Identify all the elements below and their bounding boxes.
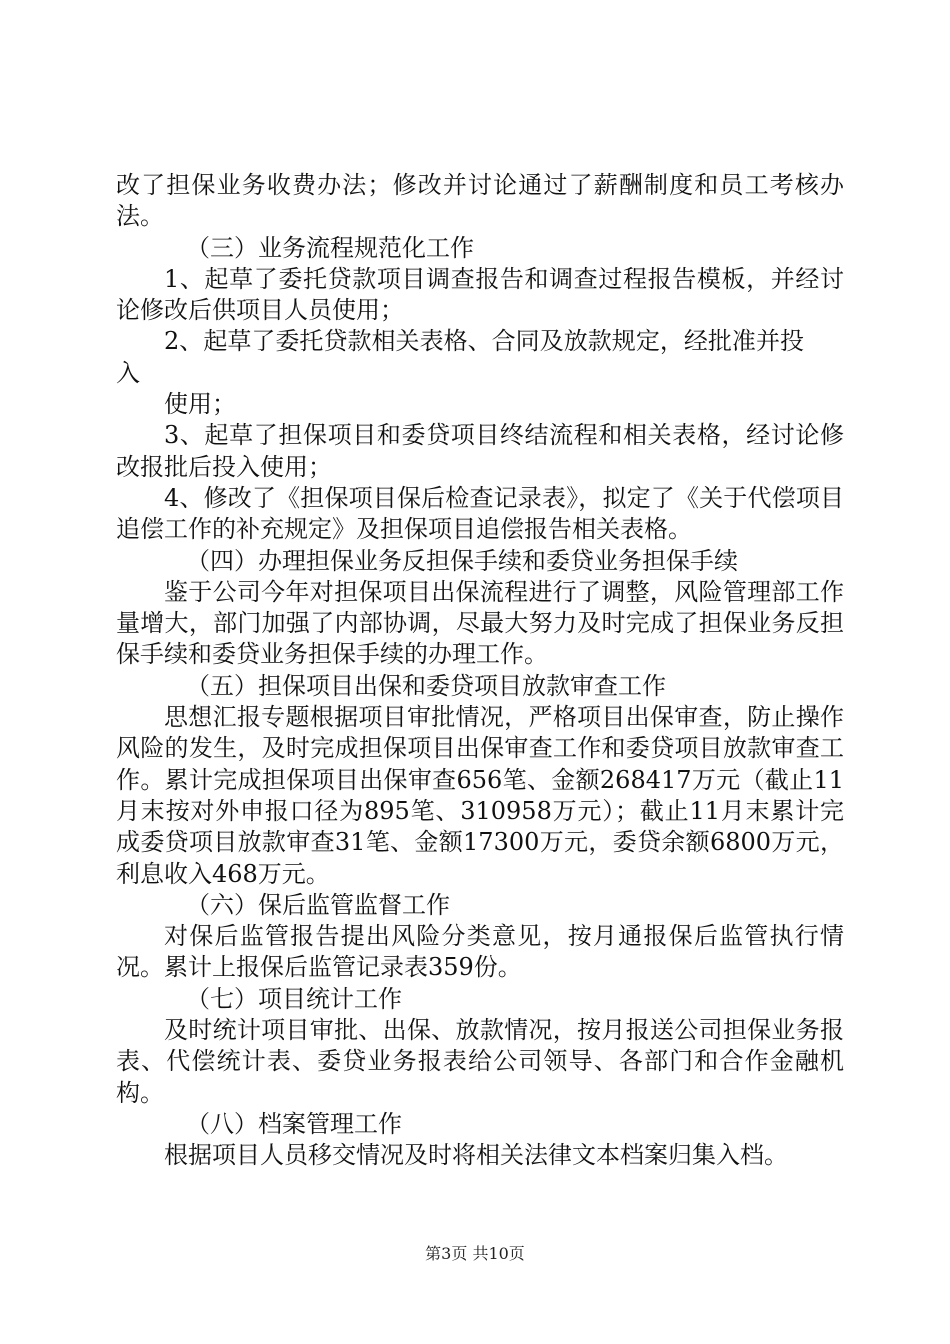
paragraph-section-5: 思想汇报专题根据项目审批情况，严格项目出保审查，防止操作风险的发生，及时完成担保项目出保审查工作和委贷项目放款审查工作。累计完成担保项目出保审查656笔、金额268417万元（截止11月末按对外申报口径为895笔、310958万元）；截止11月末累计完成委贷项目放款审查31笔、金额17300万元，委贷余额6800万元，利息收入468万元。 xyxy=(116,703,844,888)
heading-section-7: （七）项目统计工作 xyxy=(186,984,402,1013)
heading-section-3: （三）业务流程规范化工作 xyxy=(186,233,474,262)
paragraph-section-6: 对保后监管报告提出风险分类意见，按月通报保后监管执行情况。累计上报保后监管记录表359份。 xyxy=(116,922,844,982)
paragraph-fee-methods: 改了担保业务收费办法；修改并讨论通过了薪酬制度和员工考核办法。 xyxy=(116,171,844,231)
heading-section-5: （五）担保项目出保和委贷项目放款审查工作 xyxy=(186,671,666,700)
document-body xyxy=(116,170,844,1172)
heading-section-8: （八）档案管理工作 xyxy=(186,1109,402,1138)
paragraph-item-2: 2、起草了委托贷款相关表格、合同及放款规定，经批准并投入 xyxy=(116,327,804,387)
paragraph-item-4: 4、修改了《担保项目保后检查记录表》，拟定了《关于代偿项目追偿工作的补充规定》及担保项目追偿报告相关表格。 xyxy=(116,483,844,544)
paragraph-section-7: 及时统计项目审批、出保、放款情况，按月报送公司担保业务报表、代偿统计表、委贷业务报表给公司领导、各部门和合作金融机构。 xyxy=(116,1016,844,1107)
paragraph-item-3: 3、起草了担保项目和委贷项目终结流程和相关表格，经讨论修改报批后投入使用； xyxy=(116,421,844,481)
paragraph-section-8: 根据项目人员移交情况及时将相关法律文本档案归集入档。 xyxy=(164,1141,788,1170)
heading-section-4: （四）办理担保业务反担保手续和委贷业务担保手续 xyxy=(186,546,738,575)
paragraph-item-2-continued: 使用； xyxy=(164,390,236,419)
heading-section-6: （六）保后监管监督工作 xyxy=(186,890,450,919)
paragraph-section-4: 鉴于公司今年对担保项目出保流程进行了调整，风险管理部工作量增大，部门加强了内部协调，尽最大努力及时完成了担保业务反担保手续和委贷业务担保手续的办理工作。 xyxy=(116,577,844,669)
page-number-label: 第3页 共10页 xyxy=(425,1244,525,1263)
page-footer xyxy=(0,1244,950,1264)
paragraph-item-1: 1、起草了委托贷款项目调查报告和调查过程报告模板，并经讨论修改后供项目人员使用； xyxy=(116,264,844,325)
